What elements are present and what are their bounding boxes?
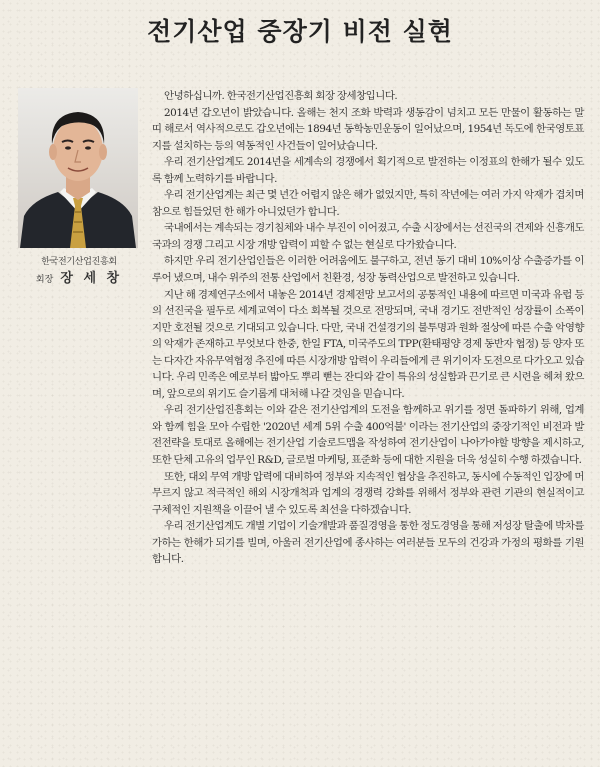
article-body [152,88,584,568]
page-title: 전기산업 중장기 비전 실현 [147,17,453,46]
organization-name: 한국전기산업진흥회 [41,257,117,267]
paragraph: 국내에서는 계속되는 경기침체와 내수 부진이 이어졌고, 수출 시장에서는 선진국의 견제와 신흥개도국과의 경쟁 그리고 시장 개방 압력이 피할 수 없는 현실로 다가왔습니다. [152,222,584,251]
paragraph: 하지만 우리 전기산업인들은 이러한 어려움에도 불구하고, 전년 동기 대비 10%이상 수출증가를 이루어 냈으며, 내수 위주의 전통 산업에서 친환경, 성장 동력산업으로 발전하고 있습니다. [152,255,584,285]
chairman-name: 장 세 창 [60,271,123,286]
paragraph-closing: 우리 전기산업계도 개별 기업이 기술개발과 품질경영을 통한 정도경영을 통해 저성장 탈출에 박차를 가하는 한해가 되기를 빌며, 아울러 전기산업에 종사하는 여러분들 모두의 건강과 가정의 평화를 기원합니다. [152,520,584,566]
paragraph: 우리 전기산업진흥회는 이와 같은 전기산업계의 도전을 함께하고 위기를 정면 돌파하기 위해, 업계와 함께 힘을 모아 수립한 '2020년 세계 5위 수출 400억불' 이라는 전기산업의 중장기적인 비전과 발전전략을 토대로 올해에는 전기산업 기술로드맵을 작성하여 전기산업이 나아가야할 방향을 제시하고, 또한 단체 고유의 업무인 R&D, 글로벌 마케팅, 표준화 등에 대한 지원을 더욱 성실히 수행 하겠습니다. [152,404,584,467]
chairman-role: 회장 [35,275,54,285]
portrait-caption [14,254,144,286]
paragraph: 지난 해 경제연구소에서 내놓은 2014년 경제전망 보고서의 공통적인 내용에 따르면 미국과 유럽 등의 선진국을 필두로 세계교역이 다소 회복될 것으로 전망되며, 국내 경기도 전반적인 성장률이 소폭이지만 호전될 것으로 기대되고 있습니다. 다만, 국내 건설경기의 불투명과 원화 절상에 따른 수출 악영향의 악재가 존재하고 무엇보다 한중, 한일 FTA, 미국주도의 TPP(환태평양 경제 동반자 협정) 등 양자 또는 다자간 자유무역협정 추진에 따른 시장개방 압력이 우리들에게 큰 위기이자 도전으로 다가오고 있습니다. 우리 민족은 예로부터 밟아도 뿌리 뻗는 잔디와 같이 특유의 성실함과 끈기로 큰 시련을 헤쳐 왔으며, 앞으로의 위기도 슬기롭게 대처해 나갈 것임을 믿습니다. [152,288,584,400]
paragraph: 2014년 갑오년이 밝았습니다. 올해는 천지 조화 박력과 생동감이 넘치고 모든 만물이 활동하는 말띠 해로서 역사적으로도 갑오년에는 1894년 동학농민운동이 일어났으며, 1954년 독도에 한국영토표지를 설치하는 등의 역동적인 사건들이 일어났습니다. [152,106,584,152]
paragraph: 또한, 대외 무역 개방 압력에 대비하여 정부와 지속적인 협상을 추진하고, 동시에 수동적인 입장에 머무르지 않고 적극적인 해외 시장개척과 업계의 경쟁력 강화를 위해서 정부와 관련 기관의 현실적이고 구체적인 지원책을 이끌어 낼 수 있도록 최선을 다하겠습니다. [152,470,584,516]
paragraph: 우리 전기산업계는 최근 몇 년간 어렵지 않은 해가 없었지만, 특히 작년에는 여러 가지 악재가 겹치며 참으로 힘들었던 한 해가 아니었던가 합니다. [152,189,584,218]
paragraph: 우리 전기산업계도 2014년을 세계속의 경쟁에서 획기적으로 발전하는 이정표의 한해가 될수 있도록 함께 노력하기를 바랍니다. [152,156,584,185]
paragraph-greeting: 안녕하십니까. 한국전기산업진흥회 회장 장세창입니다. [164,90,398,102]
portrait-photo [18,88,138,248]
